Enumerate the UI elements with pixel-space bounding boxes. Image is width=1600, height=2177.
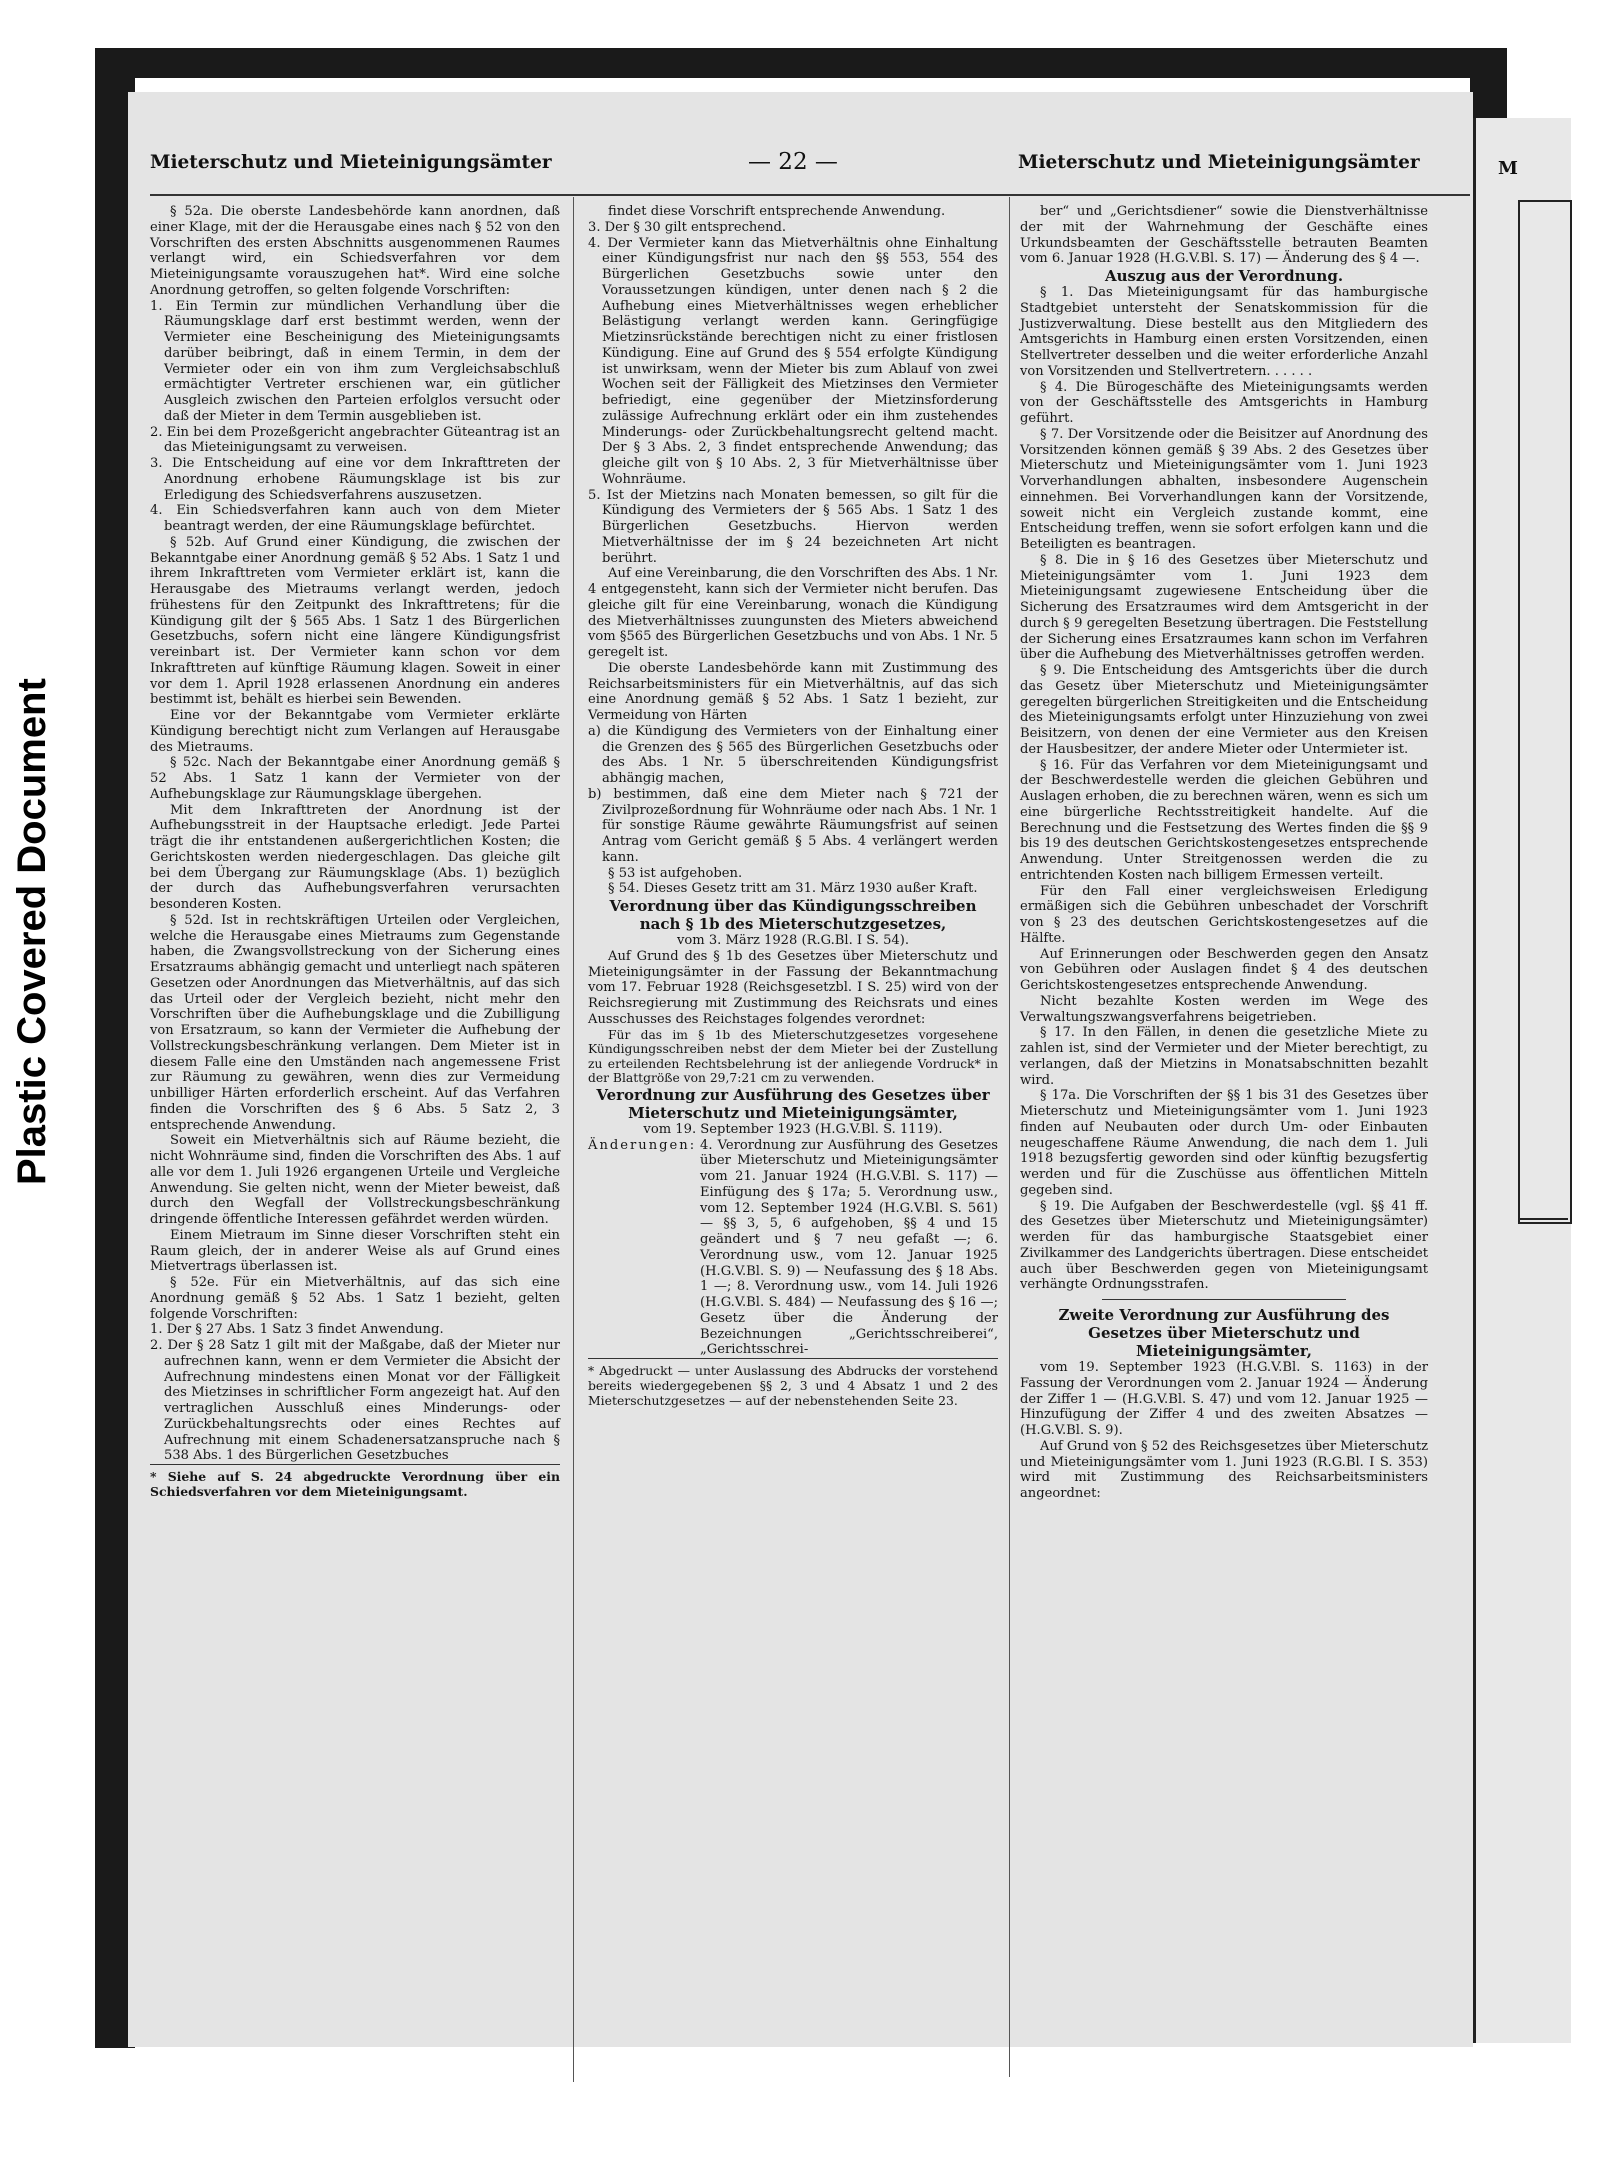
paragraph: Einem Mietraum im Sinne dieser Vorschriften steht ein Raum gleich, der in anderer Weise als auf Grund eines Mietvertrags überlassen ist. — [150, 1227, 560, 1275]
list-item: a) die Kündigung des Vermieters von der Einhaltung einer die Grenzen des § 565 des Bürgerlichen Gesetzbuchs oder des Abs. 1 Nr. 5 überschreitenden Kündigungsfrist abhängig machen, — [588, 723, 998, 786]
list-item: 3. Die Entscheidung auf eine vor dem Inkrafttreten der Anordnung erhobene Räumungsklage ist bis zur Erledigung des Schiedsverfahrens auszusetzen. — [150, 456, 560, 503]
paragraph: ber“ und „Gerichtsdiener“ sowie die Dienstverhältnisse der mit der Wahrnehmung der Geschäfte eines Urkundsbeamten der Geschäftsstelle betrauten Beamten vom 6. Januar 1928 (H.G.V.Bl. S. 17) — Änderung des § 4 —. — [1020, 204, 1428, 267]
page-header — [128, 149, 1473, 192]
paragraph: § 8. Die in § 16 des Gesetzes über Mieterschutz und Mieteinigungsämter vom 1. Juni 1923 dem Mieteinigungsamt zugewiesene Entscheidung über die Sicherung des Ersatzraumes wird dem Amtsgericht in der durch § 9 geregelten Besetzung übertragen. Die Feststellung der Sicherung eines Ersatzraumes kann schon im Verfahren über die Aufhebung des Mietverhältnisses getroffen werden. — [1020, 552, 1428, 663]
paragraph: § 54. Dieses Gesetz tritt am 31. März 1930 außer Kraft. — [608, 881, 978, 897]
column-divider — [1009, 197, 1010, 2077]
section-subtitle: vom 3. März 1928 (R.G.Bl. I S. 54). — [676, 933, 910, 948]
paragraph: Die oberste Landesbehörde kann mit Zustimmung des Reichsarbeitsministers für ein Mietverhältnis, auf das sich eine Anordnung gemäß § 52 Abs. 1 Satz 1 bezieht, zur Vermeidung von Härten — [588, 660, 998, 723]
paragraph: § 52b. Auf Grund einer Kündigung, die zwischen der Bekanntgabe einer Anordnung gemäß § 52 Abs. 1 Satz 1 und ihrem Inkrafttreten vom Vermieter erklärt ist, kann die Herausgabe des Mietraums verlangt werden, jedoch frühestens für den Zeitpunkt des Inkrafttretens; für die Kündigung gilt der § 565 Abs. 1 Satz 1 des Bürgerlichen Gesetzbuchs, sofern nicht eine längere Kündigungsfrist vereinbart ist. Der Vermieter kann schon vor dem Inkrafttreten auf künftige Räumung klagen. Soweit in einer vor dem 1. April 1928 erlassenen Anordnung ein anderes bestimmt ist, behält es hierbei sein Bewenden. — [150, 534, 560, 708]
list-item: 2. Der § 28 Satz 1 gilt mit der Maßgabe, daß der Mieter nur aufrechnen kann, wenn er dem Vermieter die Absicht der Aufrechnung mindestens einen Monat vor der Fälligkeit des Mietzinses in schriftlicher Form angezeigt hat. Auf den vertraglichen Ausschluß eines Minderungs- oder Zurückbehaltungsrechts oder eines Rechtes auf Aufrechnung mit einem Schadenersatzanspruche nach § 538 Abs. 1 des Bürgerlichen Gesetzbuches — [150, 1338, 560, 1464]
list-item: 3. Der § 30 gilt entsprechend. — [588, 219, 787, 235]
column-divider — [573, 197, 574, 2082]
amendments-block — [588, 1138, 998, 1359]
column-left — [150, 204, 560, 1499]
paragraph: Auf Grund des § 1b des Gesetzes über Mieterschutz und Mieteinigungsämter in der Fassung der Bekanntmachung vom 17. Februar 1928 (Reichsgesetzbl. I S. 25) wird von der Reichsregierung mit Zustimmung des Reichsrats und eines Ausschusses des Reichstages folgendes verordnet: — [588, 948, 998, 1027]
list-item: 4. Der Vermieter kann das Mietverhältnis ohne Einhaltung einer Kündigungsfrist nur nach den §§ 553, 554 des Bürgerlichen Gesetzbuchs sowie unter den Voraussetzungen kündigen, unter denen nach § 2 die Aufhebung eines Mietverhältnisses wegen erheblicher Belästigung verlangt werden kann. Geringfügige Mietzinsrückstände berechtigen nicht zu einer fristlosen Kündigung. Eine auf Grund des § 554 erfolgte Kündigung ist unwirksam, wenn der Mieter bis zum Ablauf von zwei Wochen seit der Fälligkeit des Mietzinses den Vermieter befriedigt, eine gegenüber der Mietzinsforderung zulässige Aufrechnung erklärt oder ein ihm zustehendes Minderungs- oder Zurückbehaltungsrecht geltend macht. Der § 3 Abs. 2, 3 findet entsprechende Anwendung; das gleiche gilt von § 10 Abs. 2, 3 für Mietverhältnisse über Wohnräume. — [588, 235, 998, 487]
section-heading: Zweite Verordnung zur Ausführung des Gesetzes über Mieterschutz und Mieteinigungsämter, — [1058, 1306, 1390, 1360]
paragraph: § 9. Die Entscheidung des Amtsgerichts über die durch das Gesetz über Mieterschutz und Mieteinigungsämter geregelten bürgerlichen Streitigkeiten und die Entscheidung des Mieteinigungsamts erfolgt unter Hinzuziehung von zwei Beisitzern, von denen der eine Vermieter aus den Kreisen der Hausbesitzer, der andere Mieter oder Untermieter ist. — [1020, 663, 1428, 757]
section-heading: Verordnung über das Kündigungsschreiben nach § 1b des Mieterschutzgesetzes, — [609, 897, 977, 933]
paragraph: Soweit ein Mietverhältnis sich auf Räume bezieht, die nicht Wohnräume sind, finden die Vorschriften des Abs. 1 auf alle vor dem 1. Juli 1926 ergangenen Urteile und Vergleiche Anwendung. Sie gelten nicht, wenn der Mieter beweist, daß durch den Wegfall der Vollstreckungsbeschränkung dringende öffentliche Interessen gefährdet werden würden. — [150, 1133, 560, 1227]
paragraph: § 52e. Für ein Mietverhältnis, auf das sich eine Anordnung gemäß § 52 Abs. 1 Satz 1 bezieht, gelten folgende Vorschriften: — [150, 1275, 560, 1322]
side-label: Plastic Covered Document — [10, 678, 54, 1185]
document-page — [128, 92, 1473, 2047]
column-right — [1020, 204, 1428, 1502]
paragraph: § 7. Der Vorsitzende oder die Beisitzer auf Anordnung des Vorsitzenden können gemäß § 39 Abs. 2 des Gesetzes über Mieterschutz und Mieteinigungsämter vom 1. Juni 1923 Vorverhandlungen abhalten, insbesondere Augenschein einnehmen. Bei Vorverhandlungen kann der Vorsitzende, soweit nicht ein Vergleich zustande kommt, eine Entscheidung treffen, wenn sie sofort erfolgen kann und die Beteiligten es beantragen. — [1020, 426, 1428, 552]
paragraph: vom 19. September 1923 (H.G.V.Bl. S. 1163) in der Fassung der Verordnungen vom 2. Januar 1924 — Änderung der Ziffer 1 — (H.G.V.Bl. S. 47) und vom 12. Januar 1925 — Hinzufügung der Ziffer 4 und des zweiten Absatzes — (H.G.V.Bl. S. 9). — [1020, 1360, 1428, 1438]
paragraph: Mit dem Inkrafttreten der Anordnung ist der Aufhebungsstreit in der Hauptsache erledigt. Jede Partei trägt die ihr entstandenen außergerichtlichen Kosten; die Gerichtskosten werden niedergeschlagen. Das gleiche gilt bei dem Übergang zur Räumungsklage (Abs. 1) bezüglich der durch das Aufhebungsverfahren verursachten besonderen Kosten. — [150, 802, 560, 912]
paragraph: § 16. Für das Verfahren vor dem Mieteinigungsamt und der Beschwerdestelle werden die gleichen Gebühren und Auslagen erhoben, die zu berechnen wären, wenn es sich um eine bürgerliche Rechtsstreitigkeit handelte. Auf die Berechnung und die Festsetzung des Wertes finden die §§ 9 bis 19 des deutschen Gerichtskostengesetzes entsprechende Anwendung. Unter Streitgenossen werden die zu entrichtenden Kosten nach billigem Ermessen verteilt. — [1020, 757, 1428, 883]
paragraph: Für den Fall einer vergleichsweisen Erledigung ermäßigen sich die Gebühren unbeschadet der Vorschrift von § 23 des deutschen Gerichtskostengesetzes auf die Hälfte. — [1020, 883, 1428, 946]
amendments-label: Änderungen: — [588, 1137, 697, 1153]
next-page-header: M — [1498, 158, 1518, 179]
amendments-text: 4. Verordnung zur Ausführung des Gesetzes über Mieterschutz und Mieteinigungsämter vom 21. Januar 1924 (H.G.V.Bl. S. 117) — Einfügung des § 17a; 5. Verordnung usw., vom 12. September 1924 (H.G.V.Bl. S. 561) — §§ 3, 5, 6 aufgehoben, §§ 4 und 15 geändert und § 7 neu gefaßt —; 6. Verordnung usw., vom 12. Januar 1925 (H.G.V.Bl. S. 9) — Neufassung des § 18 Abs. 1 —; 8. Verordnung usw., vom 14. Juli 1926 (H.G.V.Bl. S. 484) — Neufassung des § 16 —; Gesetz über die Änderung der Bezeichnungen „Gerichtsschreiberei“, „Gerichtsschrei- — [700, 1137, 998, 1358]
paragraph: § 4. Die Bürogeschäfte des Mieteinigungsamts werden von der Geschäftsstelle des Amtsgerichts in Hamburg geführt. — [1020, 379, 1428, 426]
list-item: 1. Der § 27 Abs. 1 Satz 3 findet Anwendung. — [150, 1322, 444, 1338]
list-item: b) bestimmen, daß eine dem Mieter nach § 721 der Zivilprozeßordnung für Wohnräume oder nach Abs. 1 Nr. 1 für sonstige Räume gewährte Räumungsfrist auf seinen Antrag vom Gericht gemäß § 5 Abs. 4 verlängert werden kann. — [588, 786, 998, 865]
paragraph: § 17a. Die Vorschriften der §§ 1 bis 31 des Gesetzes über Mieterschutz und Mieteinigungsämter vom 1. Juni 1923 finden auf Neubauten oder durch Um- oder Einbauten neugeschaffene Räume Anwendung, die nach dem 1. Juli 1918 bezugsfertig geworden sind oder künftig bezugsfertig werden und für die Zuschüsse aus öffentlichen Mitteln gegeben sind. — [1020, 1088, 1428, 1198]
paragraph: Auf Erinnerungen oder Beschwerden gegen den Ansatz von Gebühren oder Auslagen findet § 4 des deutschen Gerichtskostengesetzes entsprechende Anwendung. — [1020, 946, 1428, 993]
list-item: 2. Ein bei dem Prozeßgericht angebrachter Güteantrag ist an das Mieteinigungsamt zu verweisen. — [150, 424, 560, 456]
header-right-title: Mieterschutz und Mieteinigungsämter — [1018, 152, 1420, 173]
paragraph: Auf eine Vereinbarung, die den Vorschriften des Abs. 1 Nr. 4 entgegensteht, kann sich der Vermieter nicht berufen. Das gleiche gilt für eine Vereinbarung, wonach die Kündigung des Mietverhältnisses zuungunsten des Mieters abweichend vom §565 des Bürgerlichen Gesetzbuchs und von Abs. 1 Nr. 5 geregelt ist. — [588, 566, 998, 660]
list-item: 5. Ist der Mietzins nach Monaten bemessen, so gilt für die Kündigung des Vermieters der § 565 Abs. 1 Satz 1 des Bürgerlichen Gesetzbuchs. Hiervon werden Mietverhältnisse der im § 24 bezeichneten Art nicht berührt. — [588, 487, 998, 566]
paragraph: § 52d. Ist in rechtskräftigen Urteilen oder Vergleichen, welche die Herausgabe eines Mietraums zum Gegenstande haben, die Zwangsvollstreckung von der Sicherung eines Ersatzraums abhängig gemacht und unterliegt nach späteren Gesetzen oder Anordnungen das Mietverhältnis, auf das sich das Urteil oder der Vergleich bezieht, nicht mehr den Vorschriften über die Aufhebungsklage und die Zubilligung von Ersatzraum, so kann der Vermieter die Aufhebung der Vollstreckungsbeschränkung verlangen. Dem Mieter ist in diesem Falle eine den Umständen nach angemessene Frist zur Räumung zu gewähren, wenn dies zur Vermeidung unbilliger Härten erforderlich erscheint. Auf das Verfahren finden die Vorschriften des § 6 Abs. 5 Satz 2, 3 entsprechende Anwendung. — [150, 912, 560, 1133]
paragraph: Nicht bezahlte Kosten werden im Wege des Verwaltungszwangsverfahrens beigetrieben. — [1020, 993, 1428, 1025]
paragraph: § 52a. Die oberste Landesbehörde kann anordnen, daß einer Klage, mit der die Herausgabe eines nach § 52 von den Vorschriften des ersten Abschnitts ausgenommenen Raumes verlangt wird, ein Schiedsverfahren vor dem Mieteinigungsamte vorauszugehen hat*. Wird eine solche Anordnung getroffen, so gelten folgende Vorschriften: — [150, 204, 560, 298]
paragraph: Für das im § 1b des Mieterschutzgesetzes vorgesehene Kündigungsschreiben nebst der dem Mieter bei der Zustellung zu erteilenden Rechtsbelehrung ist der anliegende Vordruck* in der Blattgröße von 29,7:21 cm zu verwenden. — [588, 1027, 998, 1086]
paragraph: findet diese Vorschrift entsprechende Anwendung. — [608, 204, 946, 219]
footnote: * Abgedruckt — unter Auslassung des Abdrucks der vorstehend bereits wiedergegebenen §§ 2, 3 und 4 Absatz 1 und 2 des Mieterschutzgesetzes — auf der nebenstehenden Seite 23. — [588, 1358, 998, 1408]
paragraph: Eine vor der Bekanntgabe vom Vermieter erklärte Kündigung berechtigt nicht zum Verlangen auf Herausgabe des Mietraums. — [150, 708, 560, 755]
header-left-title: Mieterschutz und Mieteinigungsämter — [150, 152, 552, 173]
section-heading: Auszug aus der Verordnung. — [1104, 267, 1344, 285]
column-middle — [588, 204, 998, 1408]
paragraph: § 19. Die Aufgaben der Beschwerdestelle (vgl. §§ 41 ff. des Gesetzes über Mieterschutz und Mieteinigungsämter) werden für das hamburgische Staatsgebiet einer Zivilkammer des Landgerichts übertragen. Diese entscheidet auch über Beschwerden gegen von Mieteinigungsamt verhängte Ordnungsstrafen. — [1020, 1198, 1428, 1293]
footnote — [150, 1464, 560, 1499]
section-heading: Verordnung zur Ausführung des Gesetzes über Mieterschutz und Mieteinigungsämter, — [596, 1085, 990, 1122]
next-page-box — [1518, 200, 1572, 1224]
next-page-rule — [1518, 1218, 1568, 1220]
scan-frame-top — [95, 48, 1507, 78]
page-number: — 22 — — [748, 149, 838, 175]
list-item: 1. Ein Termin zur mündlichen Verhandlung über die Räumungsklage darf erst bestimmt werden, wenn der Vermieter eine Bescheinigung des Mieteinigungsamts darüber beibringt, daß in einem Termin, in dem der Vermieter oder ein von ihm zum Vergleichsabschluß ermächtigter Vertreter erschienen war, ein gütlicher Ausgleich zwischen den Parteien erfolglos versucht oder daß der Mieter in dem Termin ausgeblieben ist. — [150, 298, 560, 424]
paragraph: § 17. In den Fällen, in denen die gesetzliche Miete zu zahlen ist, sind der Vermieter und der Mieter berechtigt, zu verlangen, daß der Mietzins in Monatsabschnitten bezahlt wird. — [1020, 1025, 1428, 1088]
footnote-text: * Siehe auf S. 24 abgedruckte Verordnung über ein Schiedsverfahren vor dem Mieteinigungsamt. — [150, 1469, 560, 1499]
separator — [1102, 1299, 1347, 1300]
next-page-edge — [1473, 118, 1571, 2043]
paragraph: § 53 ist aufgehoben. — [608, 865, 743, 881]
section-subtitle: vom 19. September 1923 (H.G.V.Bl. S. 1119). — [643, 1121, 943, 1137]
paragraph: § 52c. Nach der Bekanntgabe einer Anordnung gemäß § 52 Abs. 1 Satz 1 kann der Vermieter von der Aufhebungsklage zur Räumungsklage übergehen. — [150, 755, 560, 802]
header-rule — [150, 194, 1470, 196]
paragraph: § 1. Das Mieteinigungsamt für das hamburgische Stadtgebiet untersteht der Senatskommission für die Justizverwaltung. Diese bestellt aus den Mitgliedern des Amtsgerichts in Hamburg einen ersten Vorsitzenden, einen Stellvertreter desselben und die weiter erforderliche Anzahl von Vorsitzenden und Stellvertretern. . . . . . — [1020, 285, 1428, 379]
list-item: 4. Ein Schiedsverfahren kann auch von dem Mieter beantragt werden, der eine Räumungsklage befürchtet. — [150, 503, 560, 534]
paragraph: Auf Grund von § 52 des Reichsgesetzes über Mieterschutz und Mieteinigungsämter vom 1. Juni 1923 (R.G.Bl. I S. 353) wird mit Zustimmung des Reichsarbeitsministers angeordnet: — [1020, 1438, 1428, 1501]
